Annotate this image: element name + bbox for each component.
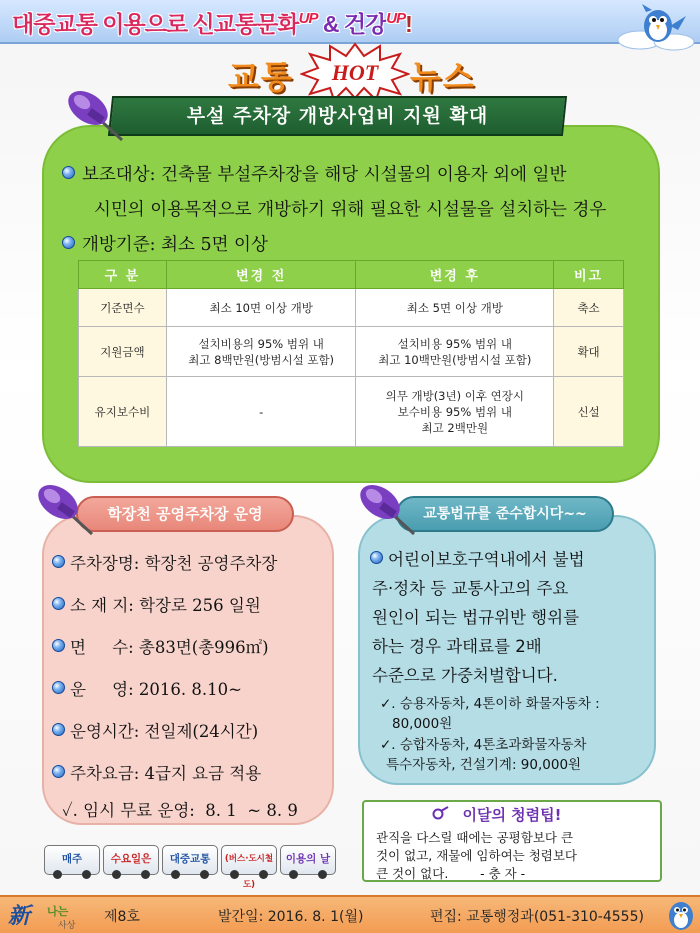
section3-title: 교통법규를 준수합시다~~	[423, 506, 587, 522]
section1-title: 부설 주차장 개방사업비 지원 확대	[186, 105, 489, 127]
bus-badge	[280, 845, 336, 875]
table-cell-before	[166, 289, 356, 327]
parking-hours: 운영시간: 전일제(24시간)	[70, 722, 259, 741]
cell-line: 의무 개방(3년) 이후 연장시	[385, 388, 524, 403]
table-row	[79, 289, 624, 327]
wheel-icon	[141, 870, 150, 879]
wheel-icon	[53, 870, 62, 879]
cell-line: 최소 5면 이상 개방	[406, 300, 503, 315]
wheel-icon	[289, 870, 298, 879]
bullet-icon	[52, 723, 65, 736]
table-cell-after	[356, 377, 554, 447]
header-exclaim: !	[405, 11, 412, 37]
cell-line: 보수비용 95% 범위 내	[397, 404, 512, 419]
header-up-badge-2: UP	[386, 10, 406, 27]
mascot-bird-footer-icon	[664, 896, 698, 932]
parking-operation: 운 영: 2016. 8.10~	[70, 680, 242, 699]
cell-line: 설치비용 95% 범위 내	[397, 336, 512, 351]
bus-badge	[44, 845, 100, 875]
table-cell-before	[166, 327, 356, 377]
cell-line: 최고 10백만원(방범시설 포함)	[378, 352, 532, 367]
table-cell-after	[356, 289, 554, 327]
bullet-icon	[62, 166, 75, 179]
law-text-line: 어린이보호구역내에서 불법	[388, 550, 585, 569]
bullet-icon	[370, 551, 383, 564]
cell-line: -	[259, 404, 264, 419]
bus-label: 이용의 날	[285, 853, 331, 865]
header-title-health: & 건강	[317, 11, 387, 37]
news-logo-right: 뉴스	[410, 59, 476, 95]
section1-line1: 보조대상: 건축물 부설주차장을 해당 시설물의 이용자 외에 일반	[82, 165, 567, 185]
wheel-icon	[259, 870, 268, 879]
law-text-line: 원인이 되는 법규위반 행위를	[372, 608, 580, 627]
table-cell-note: 축소	[554, 289, 624, 327]
table-cell-note: 신설	[554, 377, 624, 447]
footer-brand-sub: 나는	[47, 905, 69, 918]
fine-line: 특수자동차, 건설기계: 90,000원	[386, 757, 582, 773]
bullet-icon	[52, 555, 65, 568]
fine-line: ✓. 승합자동차, 4톤초과화물자동차	[380, 737, 587, 753]
cell-line: 최고 2백만원	[421, 420, 489, 435]
tip-line: 것이 없고, 재물에 임하여는 청렴보다	[376, 848, 577, 863]
table-cell-before	[166, 377, 356, 447]
fine-line: ✓. 승용자동차, 4톤이하 화물자동차 :	[380, 696, 600, 712]
section1-line2: 시민의 이용목적으로 개방하기 위해 필요한 시설물을 설치하는 경우	[94, 200, 607, 220]
table-header: 비고	[554, 261, 624, 289]
section1-line3: 개방기준: 최소 5면 이상	[82, 235, 268, 255]
news-logo-hot: HOT	[331, 60, 379, 85]
parking-name: 주차장명: 학장천 공영주차장	[70, 554, 278, 573]
wheel-icon	[230, 870, 239, 879]
table-cell-label: 지원금액	[79, 327, 167, 377]
news-logo-left: 교통	[228, 59, 294, 95]
wheel-icon	[82, 870, 91, 879]
table-cell-label: 기준면수	[79, 289, 167, 327]
parking-location: 소 재 지: 학장로 256 일원	[70, 596, 261, 615]
parking-fee: 주차요금: 4급지 요금 적용	[70, 764, 262, 783]
header-up-badge-1: UP	[298, 10, 318, 27]
push-pin-icon	[58, 84, 136, 146]
table-cell-note: 확대	[554, 327, 624, 377]
footer-date: 발간일: 2016. 8. 1(월)	[218, 909, 364, 925]
footer-brand-logo: 新	[8, 903, 31, 928]
footer-editor: 편집: 교통행정과(051-310-4555)	[430, 909, 644, 925]
bus-badge	[103, 845, 159, 875]
bullet-icon	[62, 236, 75, 249]
law-text-line: 주·정차 등 교통사고의 주요	[372, 579, 569, 598]
bullet-icon	[52, 639, 65, 652]
table-cell-label: 유지보수비	[79, 377, 167, 447]
wheel-icon	[200, 870, 209, 879]
news-logo	[228, 46, 488, 96]
wheel-icon	[112, 870, 121, 879]
parking-spaces: 면 수: 총83면(총996㎡)	[70, 638, 269, 657]
footer-brand-sub2: 사상	[58, 921, 76, 931]
wheel-icon	[171, 870, 180, 879]
push-pin-icon	[28, 478, 106, 540]
footer-issue: 제8호	[104, 909, 140, 925]
table-header: 변경 전	[166, 261, 356, 289]
header-title-main: 대중교통 이용으로 신교통문화	[12, 11, 299, 37]
bus-badge	[162, 845, 218, 875]
section2-title: 학장천 공영주차장 운영	[107, 505, 263, 523]
integrity-tip-title: 이달의 청렴팁!	[462, 806, 562, 824]
bus-label: 대중교통	[169, 853, 211, 865]
bus-badge	[221, 845, 277, 890]
bullet-icon	[52, 681, 65, 694]
fine-line: 80,000원	[392, 716, 453, 732]
tip-line: 큰 것이 없다. - 충 자 -	[376, 866, 526, 881]
bus-label: 수요일은	[110, 853, 152, 865]
table-header: 변경 후	[356, 261, 554, 289]
push-pin-icon	[350, 478, 428, 540]
bullet-icon	[52, 597, 65, 610]
table-row	[79, 327, 624, 377]
tip-line: 관직을 다스릴 때에는 공평함보다 큰	[376, 830, 574, 845]
cell-line: 최고 8백만원(방범시설 포함)	[188, 352, 335, 367]
cell-line: 설치비용의 95% 범위 내	[198, 336, 324, 351]
cell-line: 최소 10면 이상 개방	[209, 300, 313, 315]
table-cell-after	[356, 327, 554, 377]
law-text-line: 하는 경우 과태료를 2배	[372, 637, 542, 656]
bus-label: 매주	[61, 853, 83, 865]
mascot-bird-icon	[616, 2, 698, 52]
table-header: 구 분	[79, 261, 167, 289]
bullet-icon	[52, 765, 65, 778]
table-row	[79, 377, 624, 447]
bus-label: (버스·도시철도)	[224, 854, 274, 890]
parking-free-period: ✓. 임시 무료 운영: 8. 1 ~ 8. 9	[62, 801, 298, 820]
support-table	[78, 260, 624, 447]
wheel-icon	[318, 870, 327, 879]
header-title	[12, 6, 412, 38]
law-text-line: 수준으로 가중처벌합니다.	[372, 666, 558, 685]
